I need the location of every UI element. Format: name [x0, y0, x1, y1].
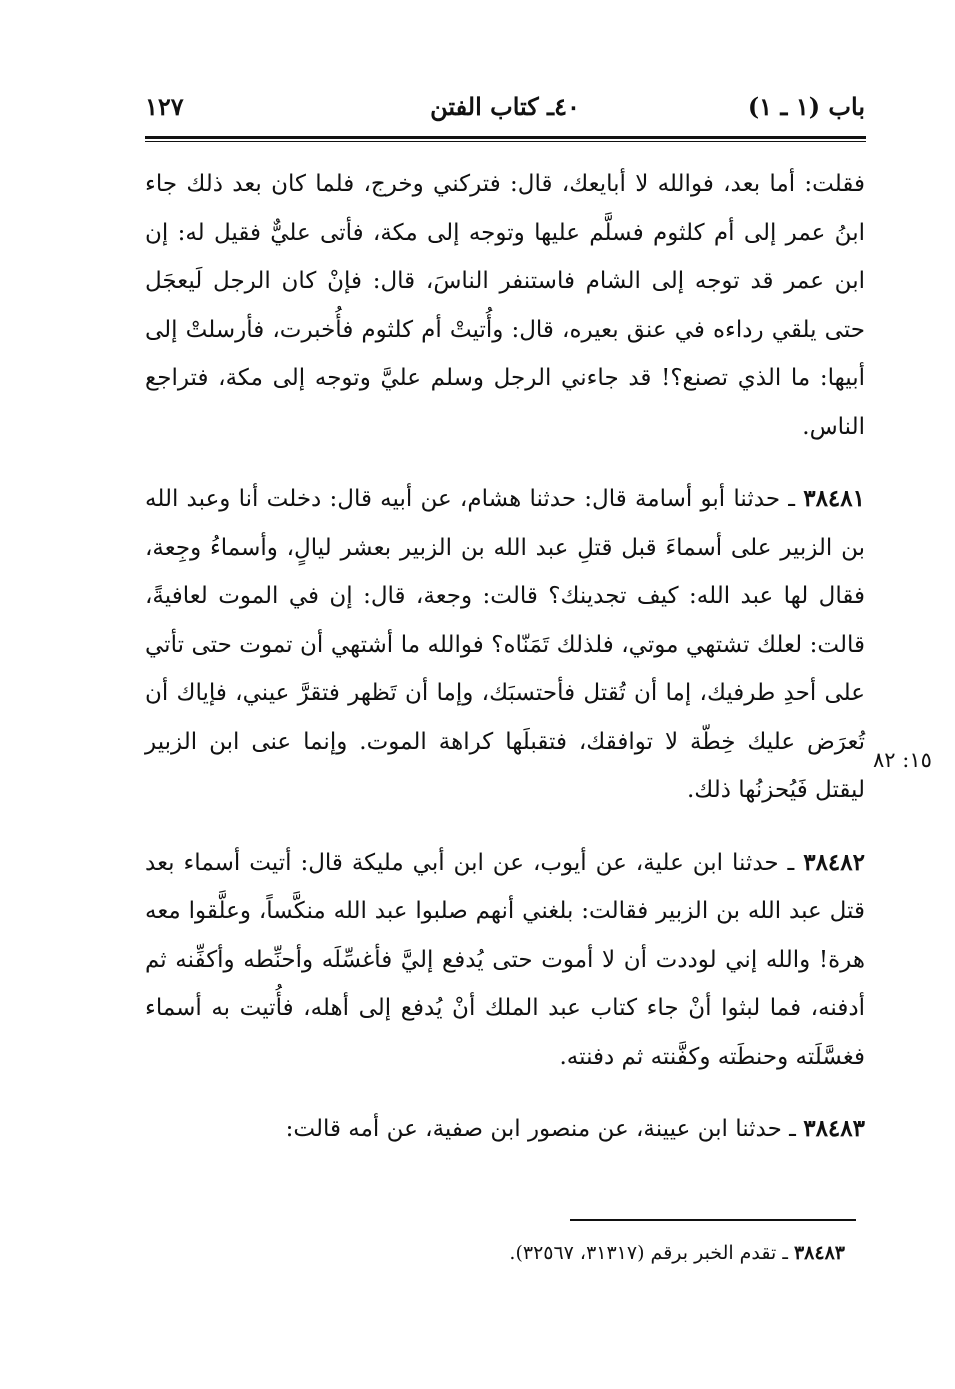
footnote-text: ـ تقدم الخبر برقم (٣١٣١٧، ٣٢٥٦٧). — [509, 1242, 788, 1264]
hadith-number: ٣٨٤٨٣ — [803, 1115, 865, 1142]
paragraph-text: ـ حدثنا ابن علية، عن أيوب، عن ابن أبي مليكة قال: أتيت أسماء بعد قتل عبد الله بن الزبير فقالت: بلغني أنهم صلبوا عبد الله منكَّساً، وعلَّقوا معه هرة! والله إني لوددت أن لا أموت حتى يُدفع إليَّ فأغسِّلَه وأحنِّطه وأكفِّنه ثم أدفنه، فما لبثوا أنْ جاء كتاب عبد الملك أنْ يُدفع إلى أهله، فأُتيت به أسماء فغسَّلَته وحنطَته وكفَّنته ثم دفنته. — [145, 849, 865, 1070]
hadith-38481 — [145, 475, 865, 815]
header-rule — [145, 136, 866, 139]
hadith-number: ٣٨٤٨٢ — [803, 848, 865, 876]
paragraph-text: ـ حدثنا أبو أسامة قال: حدثنا هشام، عن أبيه قال: دخلت أنا وعبد الله بن الزبير على أسماءَ قبل قتلِ عبد الله بن الزبير بعشر ليالٍ، وأسماءُ وجِعة، فقال لها عبد الله: كيف تجدينك؟ قالت: وجعة، قال: إن في الموت لعافيةً، قالت: لعلك تشتهي موتي، فلذلك تَمَنّاه؟ فوالله ما أشتهي أن تموت حتى تأتي على أحدِ طرفيك، إما أن تُقتل فأحتسبَك، وإما أن تَظهر فتقرَّ عيني، فإياك أن تُعرَض عليك خِطّة لا توافقك، فتقبلَها كراهة الموت. وإنما عنى ابن الزبير ليقتل فَيُحزنُها ذلك. — [145, 486, 865, 803]
footnote-rule — [570, 1219, 856, 1221]
footnote-number: ٣٨٤٨٣ — [793, 1242, 845, 1264]
header-rule-thin — [145, 141, 866, 142]
paragraph-text: ـ حدثنا ابن عيينة، عن منصور ابن صفية، عن أمه قالت: — [285, 1116, 796, 1142]
hadith-number: ٣٨٤٨١ — [803, 485, 865, 512]
paragraph-continuation — [145, 160, 865, 451]
page-header — [145, 92, 865, 132]
chapter-title: باب (١ ـ ١) — [747, 92, 865, 121]
hadith-38482 — [145, 839, 865, 1082]
page-number: ١٢٧ — [145, 92, 184, 121]
margin-reference: ١٥: ٨٢ — [873, 748, 932, 772]
main-text — [145, 160, 865, 1154]
footnote — [145, 1238, 845, 1268]
paragraph-text: فقلت: أما بعد، فوالله لا أبايعك، قال: فتركني وخرج، فلما كان بعد ذلك جاء ابنُ عمر إلى أم كلثوم فسلَّم عليها وتوجه إلى مكة، فأتى عليٌّ فقيل له: إن ابن عمر قد توجه إلى الشام فاستنفر الناسَ، قال: فإنْ كان الرجل لَيعجَل حتى يلقي رداءه في عنق بعيره، قال: وأُتيتْ أم كلثوم فأُخبرت، فأرسلتْ إلى أبيها: ما الذي تصنع؟! قد جاءني الرجل وسلم عليَّ وتوجه إلى مكة، فتراجع الناس. — [145, 171, 865, 440]
hadith-38483 — [145, 1105, 865, 1154]
book-title: ٤٠ـ كتاب الفتن — [430, 92, 580, 121]
